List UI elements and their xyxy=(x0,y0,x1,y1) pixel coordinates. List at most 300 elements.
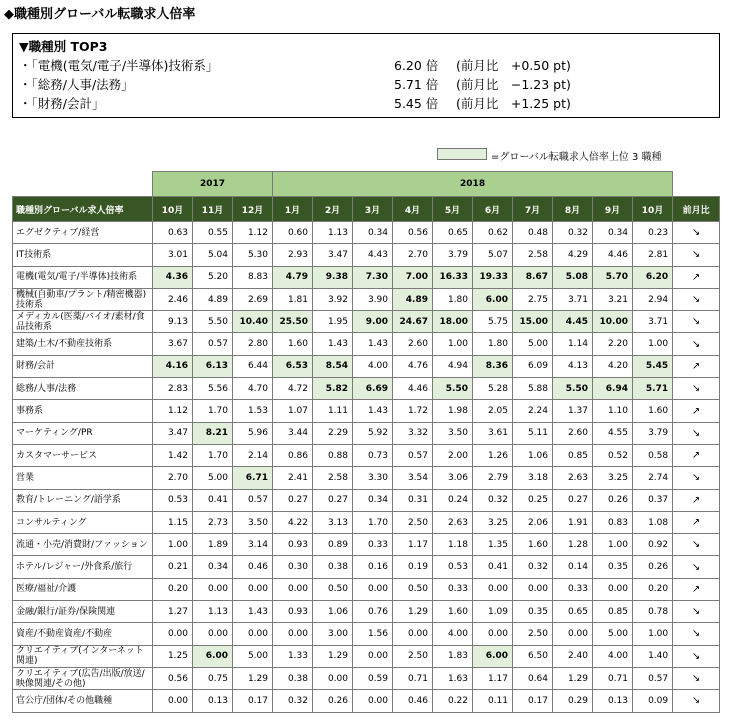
value-cell: 25.50 xyxy=(273,311,313,333)
value-cell: 0.65 xyxy=(433,222,473,244)
value-cell: 0.50 xyxy=(393,578,433,600)
value-cell: 0.00 xyxy=(553,623,593,645)
row-label: 資産/不動産資産/不動産 xyxy=(13,623,153,645)
column-header: 8月 xyxy=(553,197,593,222)
value-cell: 1.12 xyxy=(233,222,273,244)
column-header: 3月 xyxy=(353,197,393,222)
table-row xyxy=(13,266,720,288)
value-cell: 0.22 xyxy=(433,690,473,712)
value-cell: 0.35 xyxy=(513,601,553,623)
value-cell: 1.60 xyxy=(433,601,473,623)
value-cell: 1.17 xyxy=(473,667,513,689)
table-row xyxy=(13,444,720,466)
value-cell: 5.50 xyxy=(433,378,473,400)
value-cell: 1.98 xyxy=(433,400,473,422)
value-cell: 0.32 xyxy=(513,556,553,578)
row-label: 教育/トレーニング/語学系 xyxy=(13,489,153,511)
value-cell: 6.69 xyxy=(353,378,393,400)
value-cell: 5.00 xyxy=(593,623,633,645)
value-cell: 0.62 xyxy=(473,222,513,244)
value-cell: 0.71 xyxy=(593,667,633,689)
row-label: 総務/人事/法務 xyxy=(13,378,153,400)
value-cell: 0.33 xyxy=(433,578,473,600)
value-cell: 3.71 xyxy=(553,288,593,310)
value-cell: 4.94 xyxy=(433,355,473,377)
value-cell: 1.29 xyxy=(233,667,273,689)
year-header-row xyxy=(13,172,720,197)
value-cell: 1.33 xyxy=(273,645,313,667)
value-cell: 24.67 xyxy=(393,311,433,333)
value-cell: 0.27 xyxy=(553,489,593,511)
value-cell: 2.58 xyxy=(313,467,353,489)
value-cell: 2.81 xyxy=(633,244,673,266)
value-cell: 18.00 xyxy=(433,311,473,333)
ratio-table xyxy=(12,171,720,713)
value-cell: 0.56 xyxy=(153,667,193,689)
value-cell: 4.55 xyxy=(593,422,633,444)
value-cell: 0.23 xyxy=(633,222,673,244)
value-cell: 0.34 xyxy=(353,222,393,244)
trend-arrow-icon: ↗ xyxy=(673,444,720,466)
value-cell: 4.29 xyxy=(553,244,593,266)
value-cell: 2.73 xyxy=(193,511,233,533)
trend-arrow-icon: ↗ xyxy=(673,266,720,288)
value-cell: 1.15 xyxy=(153,511,193,533)
value-cell: 1.43 xyxy=(353,400,393,422)
column-header: 前月比 xyxy=(673,197,720,222)
value-cell: 0.00 xyxy=(353,578,393,600)
table-row xyxy=(13,222,720,244)
value-cell: 0.11 xyxy=(473,690,513,712)
value-cell: 3.14 xyxy=(233,534,273,556)
value-cell: 5.07 xyxy=(473,244,513,266)
row-label: ホテル/レジャー/外食系/旅行 xyxy=(13,556,153,578)
value-cell: 6.94 xyxy=(593,378,633,400)
value-cell: 4.00 xyxy=(593,645,633,667)
value-cell: 5.96 xyxy=(233,422,273,444)
value-cell: 9.38 xyxy=(313,266,353,288)
value-cell: 0.24 xyxy=(433,489,473,511)
value-cell: 0.00 xyxy=(233,578,273,600)
value-cell: 5.08 xyxy=(553,266,593,288)
value-cell: 3.44 xyxy=(273,422,313,444)
value-cell: 1.37 xyxy=(553,400,593,422)
value-cell: 2.83 xyxy=(153,378,193,400)
table-row xyxy=(13,333,720,355)
value-cell: 3.47 xyxy=(313,244,353,266)
value-cell: 1.17 xyxy=(393,534,433,556)
value-cell: 3.79 xyxy=(633,422,673,444)
row-label: クリエイティブ(広告/出版/放送/映像関連/その他) xyxy=(13,667,153,689)
row-label: 電機(電気/電子/半導体)技術系 xyxy=(13,266,153,288)
value-cell: 6.44 xyxy=(233,355,273,377)
value-cell: 1.42 xyxy=(153,444,193,466)
value-cell: 9.13 xyxy=(153,311,193,333)
value-cell: 4.72 xyxy=(273,378,313,400)
table-row xyxy=(13,534,720,556)
value-cell: 0.85 xyxy=(593,601,633,623)
value-cell: 0.32 xyxy=(273,690,313,712)
value-cell: 6.13 xyxy=(193,355,233,377)
value-cell: 0.88 xyxy=(313,444,353,466)
trend-arrow-icon: ↘ xyxy=(673,556,720,578)
value-cell: 5.45 xyxy=(633,355,673,377)
value-cell: 0.00 xyxy=(193,578,233,600)
value-cell: 1.56 xyxy=(353,623,393,645)
trend-arrow-icon: ↗ xyxy=(673,511,720,533)
trend-arrow-icon: ↗ xyxy=(673,400,720,422)
value-cell: 6.00 xyxy=(473,645,513,667)
value-cell: 0.13 xyxy=(193,690,233,712)
value-cell: 1.89 xyxy=(193,534,233,556)
column-header: 10月 xyxy=(633,197,673,222)
page-title: ◆職種別グローバル転職求人倍率 xyxy=(4,7,196,22)
value-cell: 5.88 xyxy=(513,378,553,400)
value-cell: 0.34 xyxy=(193,556,233,578)
value-cell: 6.71 xyxy=(233,467,273,489)
table-row xyxy=(13,288,720,310)
value-cell: 2.46 xyxy=(153,288,193,310)
value-cell: 5.70 xyxy=(593,266,633,288)
value-cell: 2.06 xyxy=(513,511,553,533)
value-cell: 1.09 xyxy=(473,601,513,623)
value-cell: 0.00 xyxy=(513,578,553,600)
value-cell: 0.46 xyxy=(393,690,433,712)
value-cell: 0.00 xyxy=(153,623,193,645)
value-cell: 1.53 xyxy=(233,400,273,422)
value-cell: 8.36 xyxy=(473,355,513,377)
year-label-2018: 2018 xyxy=(273,172,673,197)
trend-arrow-icon: ↘ xyxy=(673,244,720,266)
value-cell: 0.38 xyxy=(273,667,313,689)
trend-arrow-icon: ↘ xyxy=(673,690,720,712)
value-cell: 2.41 xyxy=(273,467,313,489)
value-cell: 2.00 xyxy=(433,444,473,466)
top3-name: ・「財務/会計」 xyxy=(19,96,105,111)
value-cell: 1.70 xyxy=(193,444,233,466)
value-cell: 4.20 xyxy=(593,355,633,377)
value-cell: 0.00 xyxy=(353,690,393,712)
table-row xyxy=(13,489,720,511)
value-cell: 1.60 xyxy=(513,534,553,556)
value-cell: 2.75 xyxy=(513,288,553,310)
value-cell: 7.30 xyxy=(353,266,393,288)
value-cell: 3.90 xyxy=(353,288,393,310)
table-row xyxy=(13,400,720,422)
value-cell: 1.91 xyxy=(553,511,593,533)
top3-row xyxy=(19,94,709,112)
value-cell: 0.17 xyxy=(233,690,273,712)
row-label: IT技術系 xyxy=(13,244,153,266)
value-cell: 3.71 xyxy=(633,311,673,333)
value-cell: 2.74 xyxy=(633,467,673,489)
trend-arrow-icon: ↘ xyxy=(673,667,720,689)
value-cell: 4.70 xyxy=(233,378,273,400)
top3-row xyxy=(19,56,709,74)
value-cell: 3.50 xyxy=(233,511,273,533)
value-cell: 5.50 xyxy=(193,311,233,333)
table-row xyxy=(13,311,720,333)
row-label: クリエイティブ(インターネット関連) xyxy=(13,645,153,667)
value-cell: 3.30 xyxy=(353,467,393,489)
value-cell: 0.13 xyxy=(593,690,633,712)
value-cell: 1.00 xyxy=(433,333,473,355)
value-cell: 0.26 xyxy=(593,489,633,511)
table-row xyxy=(13,378,720,400)
value-cell: 2.20 xyxy=(593,333,633,355)
trend-arrow-icon: ↘ xyxy=(673,645,720,667)
row-label: 営業 xyxy=(13,467,153,489)
value-cell: 2.29 xyxy=(313,422,353,444)
column-header: 11月 xyxy=(193,197,233,222)
value-cell: 0.17 xyxy=(513,690,553,712)
row-label: 金融/銀行/証券/保険関連 xyxy=(13,601,153,623)
top3-row xyxy=(19,75,709,93)
value-cell: 1.18 xyxy=(433,534,473,556)
value-cell: 2.70 xyxy=(153,467,193,489)
value-cell: 4.13 xyxy=(553,355,593,377)
value-cell: 1.07 xyxy=(273,400,313,422)
value-cell: 1.63 xyxy=(433,667,473,689)
value-cell: 0.00 xyxy=(233,623,273,645)
value-cell: 3.01 xyxy=(153,244,193,266)
value-cell: 0.55 xyxy=(193,222,233,244)
value-cell: 0.14 xyxy=(553,556,593,578)
value-cell: 5.11 xyxy=(513,422,553,444)
column-header: 5月 xyxy=(433,197,473,222)
value-cell: 5.00 xyxy=(193,467,233,489)
top3-change: (前月比 +1.25 pt) xyxy=(456,96,571,111)
value-cell: 1.43 xyxy=(233,601,273,623)
value-cell: 2.50 xyxy=(393,511,433,533)
value-cell: 7.00 xyxy=(393,266,433,288)
table-row xyxy=(13,511,720,533)
value-cell: 0.46 xyxy=(233,556,273,578)
value-cell: 0.50 xyxy=(313,578,353,600)
value-cell: 2.69 xyxy=(233,288,273,310)
column-header: 職種別グローバル求人倍率 xyxy=(13,197,153,222)
value-cell: 1.13 xyxy=(313,222,353,244)
value-cell: 1.70 xyxy=(353,511,393,533)
column-header: 2月 xyxy=(313,197,353,222)
value-cell: 0.29 xyxy=(553,690,593,712)
value-cell: 0.83 xyxy=(593,511,633,533)
value-cell: 2.70 xyxy=(393,244,433,266)
value-cell: 2.14 xyxy=(233,444,273,466)
row-label: 医療/福祉/介護 xyxy=(13,578,153,600)
row-label: 事務系 xyxy=(13,400,153,422)
value-cell: 1.81 xyxy=(273,288,313,310)
column-header: 10月 xyxy=(153,197,193,222)
value-cell: 1.00 xyxy=(633,623,673,645)
value-cell: 4.22 xyxy=(273,511,313,533)
value-cell: 0.33 xyxy=(353,534,393,556)
value-cell: 0.00 xyxy=(273,578,313,600)
value-cell: 3.25 xyxy=(593,467,633,489)
value-cell: 4.00 xyxy=(353,355,393,377)
value-cell: 5.04 xyxy=(193,244,233,266)
value-cell: 3.54 xyxy=(393,467,433,489)
value-cell: 0.71 xyxy=(393,667,433,689)
value-cell: 1.70 xyxy=(193,400,233,422)
legend-swatch xyxy=(437,148,487,160)
value-cell: 5.56 xyxy=(193,378,233,400)
value-cell: 1.60 xyxy=(633,400,673,422)
table-row xyxy=(13,601,720,623)
value-cell: 2.60 xyxy=(553,422,593,444)
value-cell: 3.21 xyxy=(593,288,633,310)
value-cell: 0.25 xyxy=(513,489,553,511)
table-row xyxy=(13,422,720,444)
value-cell: 3.18 xyxy=(513,467,553,489)
value-cell: 6.20 xyxy=(633,266,673,288)
year-label-2017: 2017 xyxy=(153,172,273,197)
value-cell: 1.12 xyxy=(153,400,193,422)
value-cell: 0.00 xyxy=(353,645,393,667)
value-cell: 0.26 xyxy=(633,556,673,578)
value-cell: 0.27 xyxy=(273,489,313,511)
value-cell: 0.41 xyxy=(193,489,233,511)
legend-text: =グローバル転職求人倍率上位 3 職種 xyxy=(491,152,662,163)
value-cell: 0.48 xyxy=(513,222,553,244)
value-cell: 0.27 xyxy=(313,489,353,511)
top3-name: ・「電機(電気/電子/半導体)技術系」 xyxy=(19,58,219,73)
value-cell: 5.92 xyxy=(353,422,393,444)
blank-cell xyxy=(673,172,720,197)
value-cell: 0.63 xyxy=(153,222,193,244)
value-cell: 0.19 xyxy=(393,556,433,578)
column-header: 7月 xyxy=(513,197,553,222)
value-cell: 0.57 xyxy=(193,333,233,355)
trend-arrow-icon: ↘ xyxy=(673,422,720,444)
value-cell: 2.50 xyxy=(513,623,553,645)
value-cell: 4.45 xyxy=(553,311,593,333)
value-cell: 5.30 xyxy=(233,244,273,266)
value-cell: 1.80 xyxy=(473,333,513,355)
value-cell: 4.46 xyxy=(393,378,433,400)
value-cell: 0.76 xyxy=(353,601,393,623)
value-cell: 3.67 xyxy=(153,333,193,355)
value-cell: 6.00 xyxy=(473,288,513,310)
value-cell: 0.00 xyxy=(473,578,513,600)
value-cell: 2.93 xyxy=(273,244,313,266)
blank-cell xyxy=(13,172,153,197)
top3-heading: ▼職種別 TOP3 xyxy=(19,39,108,54)
value-cell: 0.00 xyxy=(593,578,633,600)
trend-arrow-icon: ↘ xyxy=(673,378,720,400)
value-cell: 3.25 xyxy=(473,511,513,533)
top3-value: 6.20 倍 xyxy=(394,58,439,73)
value-cell: 6.09 xyxy=(513,355,553,377)
value-cell: 0.73 xyxy=(353,444,393,466)
value-cell: 4.79 xyxy=(273,266,313,288)
value-cell: 1.08 xyxy=(633,511,673,533)
value-cell: 1.10 xyxy=(593,400,633,422)
value-cell: 0.64 xyxy=(513,667,553,689)
trend-arrow-icon: ↗ xyxy=(673,489,720,511)
value-cell: 1.00 xyxy=(153,534,193,556)
value-cell: 1.00 xyxy=(593,534,633,556)
value-cell: 1.40 xyxy=(633,645,673,667)
top3-name: ・「総務/人事/法務」 xyxy=(19,77,134,92)
value-cell: 4.16 xyxy=(153,355,193,377)
value-cell: 1.27 xyxy=(153,601,193,623)
value-cell: 6.00 xyxy=(193,645,233,667)
value-cell: 0.57 xyxy=(233,489,273,511)
table-row xyxy=(13,645,720,667)
value-cell: 3.61 xyxy=(473,422,513,444)
value-cell: 1.35 xyxy=(473,534,513,556)
value-cell: 1.72 xyxy=(393,400,433,422)
row-label: 建築/土木/不動産技術系 xyxy=(13,333,153,355)
value-cell: 5.50 xyxy=(553,378,593,400)
column-header-row xyxy=(13,197,720,222)
value-cell: 0.86 xyxy=(273,444,313,466)
column-header: 9月 xyxy=(593,197,633,222)
column-header: 12月 xyxy=(233,197,273,222)
value-cell: 4.43 xyxy=(353,244,393,266)
value-cell: 0.35 xyxy=(593,556,633,578)
value-cell: 10.40 xyxy=(233,311,273,333)
value-cell: 0.60 xyxy=(273,222,313,244)
trend-arrow-icon: ↘ xyxy=(673,222,720,244)
column-header: 1月 xyxy=(273,197,313,222)
value-cell: 0.32 xyxy=(553,222,593,244)
value-cell: 8.21 xyxy=(193,422,233,444)
value-cell: 1.14 xyxy=(553,333,593,355)
value-cell: 8.54 xyxy=(313,355,353,377)
value-cell: 2.94 xyxy=(633,288,673,310)
value-cell: 2.60 xyxy=(393,333,433,355)
row-label: 官公庁/団体/その他職種 xyxy=(13,690,153,712)
value-cell: 0.38 xyxy=(313,556,353,578)
value-cell: 4.36 xyxy=(153,266,193,288)
value-cell: 1.25 xyxy=(153,645,193,667)
table-row xyxy=(13,355,720,377)
row-label: 財務/会計 xyxy=(13,355,153,377)
row-label: コンサルティング xyxy=(13,511,153,533)
value-cell: 1.43 xyxy=(313,333,353,355)
value-cell: 0.75 xyxy=(193,667,233,689)
value-cell: 1.95 xyxy=(313,311,353,333)
value-cell: 3.00 xyxy=(313,623,353,645)
value-cell: 1.26 xyxy=(473,444,513,466)
value-cell: 0.89 xyxy=(313,534,353,556)
top3-change: (前月比 +0.50 pt) xyxy=(456,58,571,73)
value-cell: 0.58 xyxy=(633,444,673,466)
value-cell: 0.93 xyxy=(273,534,313,556)
column-header: 4月 xyxy=(393,197,433,222)
table-row xyxy=(13,467,720,489)
value-cell: 0.26 xyxy=(313,690,353,712)
value-cell: 4.89 xyxy=(393,288,433,310)
value-cell: 3.13 xyxy=(313,511,353,533)
value-cell: 1.00 xyxy=(633,333,673,355)
value-cell: 0.33 xyxy=(553,578,593,600)
value-cell: 2.50 xyxy=(393,645,433,667)
value-cell: 2.63 xyxy=(553,467,593,489)
value-cell: 2.63 xyxy=(433,511,473,533)
trend-arrow-icon: ↘ xyxy=(673,333,720,355)
value-cell: 0.52 xyxy=(593,444,633,466)
table-row xyxy=(13,578,720,600)
value-cell: 0.30 xyxy=(273,556,313,578)
value-cell: 0.41 xyxy=(473,556,513,578)
value-cell: 0.00 xyxy=(273,623,313,645)
column-header: 6月 xyxy=(473,197,513,222)
trend-arrow-icon: ↘ xyxy=(673,623,720,645)
value-cell: 1.06 xyxy=(513,444,553,466)
